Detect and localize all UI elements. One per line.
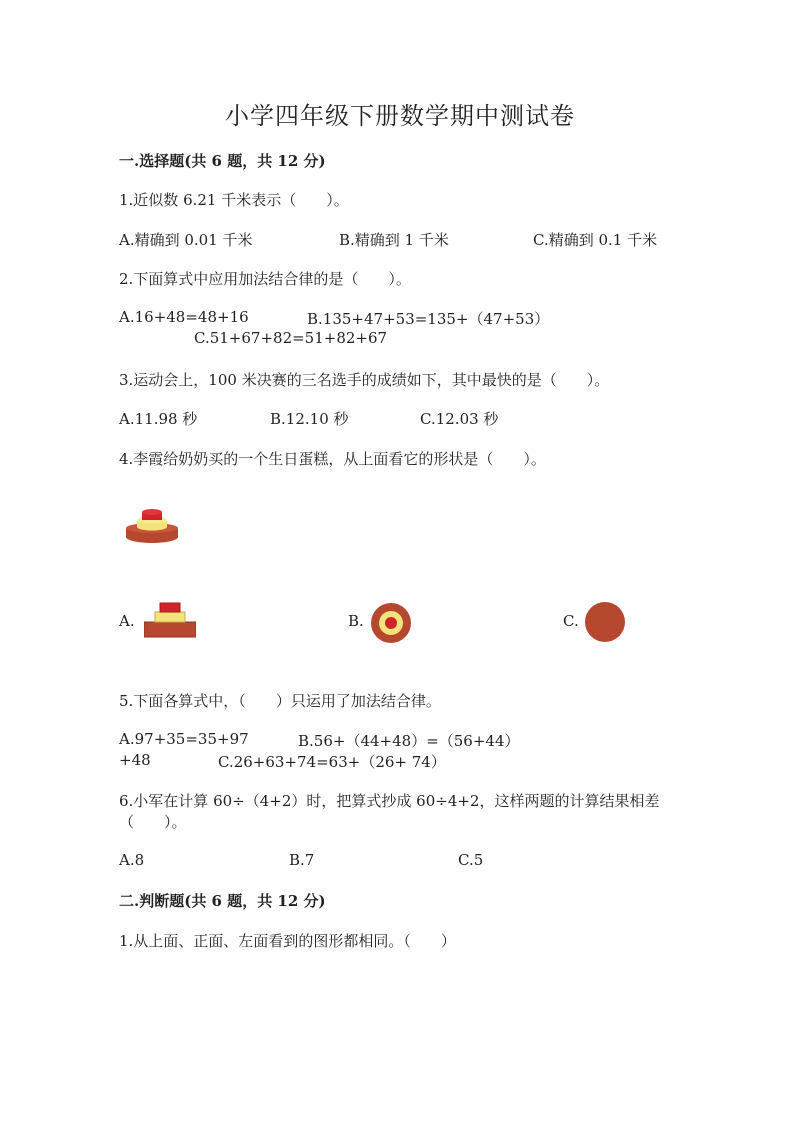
cake-side-view-image <box>124 508 180 548</box>
question-3: 3.运动会上，100 米决赛的三名选手的成绩如下，其中最快的是（ ）。 <box>119 371 610 389</box>
q3-option-a: A.11.98 秒 <box>119 410 198 428</box>
question-2: 2.下面算式中应用加法结合律的是（ ）。 <box>119 270 411 288</box>
cake-top-view-rings-image <box>370 602 412 644</box>
q4-option-a: A. <box>119 612 135 630</box>
section-heading-judgement: 二.判断题(共 6 题，共 12 分) <box>119 892 326 910</box>
q4-option-c: C. <box>563 612 579 630</box>
q5-option-a: A.97+35=35+97 <box>119 730 249 748</box>
q5-option-b: B.56+（44+48）=（56+44） <box>298 732 520 750</box>
q2-option-b: B.135+47+53=135+（47+53） <box>307 310 550 328</box>
q1-option-b: B.精确到 1 千米 <box>339 231 449 249</box>
judgement-question-1: 1.从上面、正面、左面看到的图形都相同。（ ） <box>119 932 456 950</box>
q3-option-b: B.12.10 秒 <box>270 410 349 428</box>
cake-top-view-circle-image <box>584 601 626 643</box>
page-title: 小学四年级下册数学期中测试卷 <box>225 102 575 130</box>
q6-option-c: C.5 <box>458 851 484 869</box>
q5-option-b-continued: +48 <box>119 751 151 769</box>
q4-option-b: B. <box>348 612 364 630</box>
question-1: 1.近似数 6.21 千米表示（ ）。 <box>119 191 349 209</box>
cake-front-view-image <box>144 602 196 638</box>
q2-option-c: C.51+67+82=51+82+67 <box>194 329 388 347</box>
question-6-continued: （ ）。 <box>119 813 187 831</box>
question-5: 5.下面各算式中，（ ）只运用了加法结合律。 <box>119 692 441 710</box>
q3-option-c: C.12.03 秒 <box>420 410 499 428</box>
q5-option-c: C.26+63+74=63+（26+ 74） <box>218 753 446 771</box>
question-4: 4.李霞给奶奶买的一个生日蛋糕，从上面看它的形状是（ ）。 <box>119 450 546 468</box>
q2-option-a: A.16+48=48+16 <box>119 308 249 326</box>
q6-option-b: B.7 <box>289 851 315 869</box>
question-6: 6.小军在计算 60÷（4+2）时，把算式抄成 60÷4+2，这样两题的计算结果相差 <box>119 792 660 810</box>
q1-option-a: A.精确到 0.01 千米 <box>119 231 253 249</box>
section-heading-choice: 一.选择题(共 6 题，共 12 分) <box>119 152 326 170</box>
q6-option-a: A.8 <box>119 851 145 869</box>
q1-option-c: C.精确到 0.1 千米 <box>533 231 658 249</box>
